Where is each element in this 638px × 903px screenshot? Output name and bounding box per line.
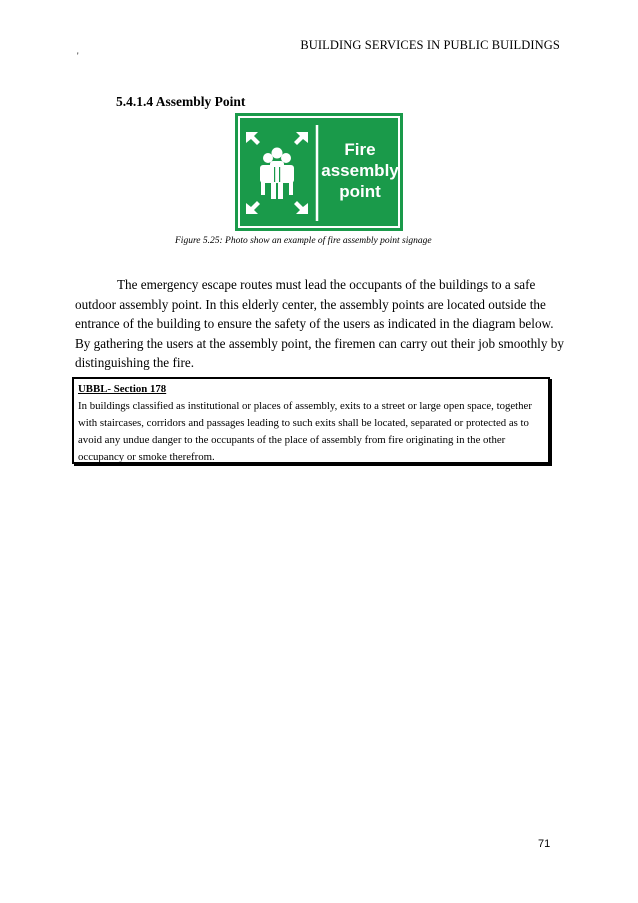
stray-mark: ' <box>77 51 79 61</box>
running-header: BUILDING SERVICES IN PUBLIC BUILDINGS <box>300 38 560 52</box>
sign-text-assembly: assembly <box>321 161 399 180</box>
fire-assembly-point-sign <box>235 113 403 231</box>
callout-text: In buildings classified as institutional or places of assembly, exits to a street or large open space, together with staircases, corridors and passages leading to such exits shall be located, separated or protected as to avoid any undue danger to the occupants of the place of assembly from fire originating in the other occupancy or smoke therefrom. <box>78 400 532 463</box>
sign-text-point: point <box>339 182 381 201</box>
figure-caption: Figure 5.25: Photo show an example of fire assembly point signage <box>175 236 432 246</box>
callout-title: UBBL- Section 178 <box>78 383 167 395</box>
body-paragraph <box>75 275 565 373</box>
sign-text-fire: Fire <box>344 140 376 159</box>
page-number: 71 <box>538 838 551 850</box>
section-heading: 5.4.1.4 Assembly Point <box>116 94 246 109</box>
ubbl-callout-box <box>72 377 550 464</box>
body-paragraph-text: The emergency escape routes must lead the occupants of the buildings to a safe outdoor assembly point. In this elderly center, the assembly points are located outside the entrance of the building to ensure the safety of the users as indicated in the diagram below. By gathering the users at the assembly point, the firemen can carry out their job smoothly by distinguishing the fire. <box>75 277 564 371</box>
